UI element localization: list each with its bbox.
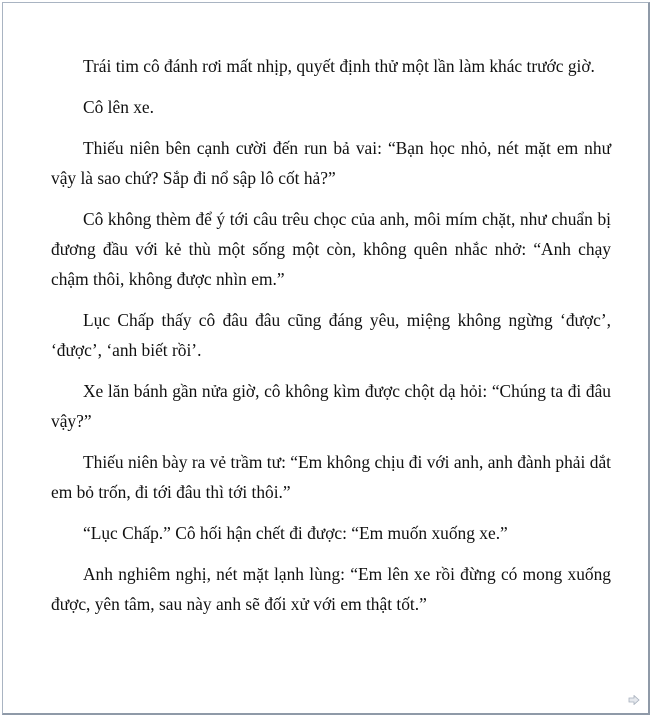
paragraph-7: Thiếu niên bày ra vẻ trầm tư: “Em không chịu đi với anh, anh đành phải dắt em bỏ trốn, đi tới đâu thì tới thôi.” — [51, 452, 611, 502]
paragraph-9: Anh nghiêm nghị, nét mặt lạnh lùng: “Em lên xe rồi đừng có mong xuống được, yên tâm, sau này anh sẽ đối xử với em thật tốt.” — [51, 564, 611, 614]
document-page — [2, 2, 650, 715]
document-body — [51, 51, 611, 630]
paragraph-5: Lục Chấp thấy cô đâu đâu cũng đáng yêu, miệng không ngừng ‘được’, ‘được’, ‘anh biết rồi’. — [51, 310, 611, 360]
paragraph-1: Trái tim cô đánh rơi mất nhịp, quyết định thử một lần làm khác trước giờ. — [83, 56, 595, 76]
paragraph-6: Xe lăn bánh gần nửa giờ, cô không kìm được chột dạ hỏi: “Chúng ta đi đâu vậy?” — [51, 381, 611, 431]
paragraph-3: Thiếu niên bên cạnh cười đến run bả vai: “Bạn học nhỏ, nét mặt em như vậy là sao chứ? Sắp đi nổ sập lô cốt hả?” — [51, 138, 611, 188]
paragraph-8: “Lục Chấp.” Cô hối hận chết đi được: “Em muốn xuống xe.” — [83, 523, 508, 543]
paragraph-2: Cô lên xe. — [83, 97, 154, 117]
page-turn-arrow-icon — [628, 695, 640, 705]
paragraph-4: Cô không thèm để ý tới câu trêu chọc của anh, môi mím chặt, như chuẩn bị đương đầu với kẻ thù một sống một còn, không quên nhắc nhở: “Anh chạy chậm thôi, không được nhìn em.” — [51, 209, 611, 289]
